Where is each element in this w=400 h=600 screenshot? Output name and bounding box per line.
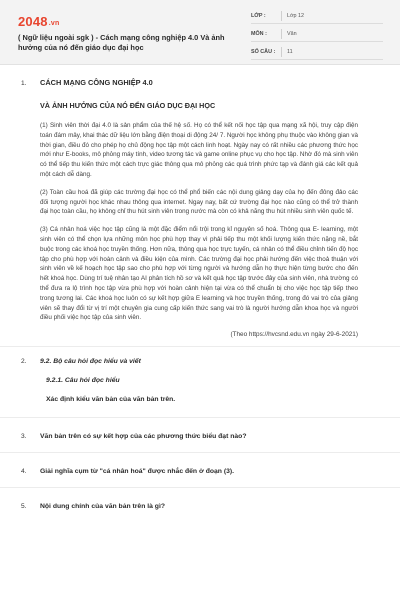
meta-row-subject	[251, 27, 383, 42]
divider	[0, 452, 400, 453]
divider	[0, 487, 400, 488]
document-title: ( Ngữ liệu ngoài sgk ) - Cách mạng công nghiệp 4.0 Và ảnh hưởng của nó đến giáo dục đại học	[18, 33, 225, 52]
logo-text: 2048	[18, 14, 48, 29]
question-item-4	[0, 468, 400, 475]
meta-label: LỚP :	[251, 13, 266, 19]
passage-paragraph-3: (3) Cá nhân hoá việc học tập cũng là một đặc điểm nổi trội trong kỉ nguyên số hoá. Thông qua E- learning, một sinh viên có thể chọn lựa những môn học phù hợp thay vì phải tiếp thu một khối lượng kiến thức nặng nề, bắt buộc trong các khoá học truyền thống. Hơn nữa, thông qua học trực tuyến, cá nhân có thể điều chỉnh tiến độ học tập cho phù hợp với hoàn cảnh và điều kiện của mình. Các trường đại học phải hướng đến việc thoả thuận với sinh viên về kế hoạch học tập sao cho phù hợp với từng người và hướng dẫn họ thực hiện từng bước cho đến hết khoá học. Dùng trí tuệ nhân tạo AI phân tích hồ sơ và kết quả học tập trước đây của sinh viên, nhà trường có thể đưa ra lộ trình học tập vừa phù hợp với hoàn cảnh hiện tại vừa có thể chuẩn bị cho việc học tập tiếp theo trong tương lai. Các khoá học luôn có sự kết hợp giữa E learning và học truyền thống, trong đó vai trò của giảng viên sẽ thay đổi từ vị trí một chuyên gia cung cấp kiến thức sang vai trò là người hướng dẫn khoa học và người điều phối việc học tập của sinh viên.	[40, 226, 358, 322]
question-text: Nội dung chính của văn bản trên là gì?	[40, 503, 165, 511]
question-number: 1.	[21, 80, 27, 87]
question-block	[40, 503, 358, 510]
question-number: 3.	[21, 433, 27, 441]
reading-passage	[40, 78, 358, 338]
spacer	[0, 338, 400, 354]
meta-value: Lớp 12	[287, 13, 305, 19]
question-item-2	[0, 358, 400, 403]
question-block	[40, 358, 358, 403]
meta-separator	[281, 11, 282, 21]
meta-row-question-count	[251, 45, 383, 60]
divider	[0, 346, 400, 347]
section-heading: 9.2. Bộ câu hỏi đọc hiểu và viết	[40, 358, 141, 366]
site-logo[interactable]	[18, 14, 59, 29]
subsection-heading: 9.2.1. Câu hỏi đọc hiểu	[46, 377, 120, 385]
passage-source: (Theo https://hvcsnd.edu.vn ngày 29-6-2021)	[230, 331, 358, 339]
question-text: Giải nghĩa cụm từ "cá nhân hoá" được nhắc đến ở đoạn (3).	[40, 468, 235, 476]
passage-paragraph-1: (1) Sinh viên thời đại 4.0 là sản phẩm của thế hệ số. Họ có thể kết nối học tập qua mạng xã hội, truy cập điện toán đám mây, khai thác dữ liệu lớn bằng điện thoại di động 24/ 7. Người học không phụ thuộc vào không gian và thời gian, điều đó cho phép họ chủ động học tập một cách linh hoạt. Ngày nay có rất nhiều các phương thức học mới như E-books, mô phỏng máy tính, video tương tác và game online phục vụ cho học tập. Nhờ đó mà sinh viên có thể tiếp thu kiến thức một cách trực giác thông qua mô phỏng các quá trình phức tạp và đánh giá các kết quả một cách dễ dàng.	[40, 122, 358, 178]
question-item-3	[0, 433, 400, 440]
passage-title: CÁCH MẠNG CÔNG NGHIỆP 4.0	[40, 78, 153, 87]
question-item-1	[0, 78, 400, 338]
question-item-5	[0, 503, 400, 510]
document-meta	[251, 9, 383, 63]
question-number: 2.	[21, 358, 27, 366]
spacer	[0, 403, 400, 427]
question-number: 4.	[21, 468, 27, 476]
meta-value: 11	[287, 49, 293, 55]
question-number: 5.	[21, 503, 27, 511]
question-text: Xác định kiểu văn bản của văn bản trên.	[46, 396, 176, 404]
meta-value: Văn	[287, 31, 297, 37]
meta-row-class	[251, 9, 383, 24]
page-header	[0, 0, 400, 65]
question-text: Văn bản trên có sự kết hợp của các phương thức biểu đạt nào?	[40, 433, 247, 441]
meta-label: MÔN :	[251, 31, 267, 37]
meta-separator	[281, 29, 282, 39]
passage-subtitle: VÀ ẢNH HƯỞNG CỦA NÓ ĐẾN GIÁO DỤC ĐẠI HỌC	[40, 101, 216, 110]
spacer	[0, 440, 400, 462]
divider	[0, 417, 400, 418]
logo-suffix: .vn	[48, 20, 60, 27]
question-list	[0, 78, 400, 510]
question-block	[40, 468, 358, 475]
question-block	[40, 433, 358, 440]
spacer	[0, 475, 400, 497]
meta-separator	[281, 47, 282, 57]
passage-paragraph-2: (2) Toàn cầu hoá đã giúp các trường đại học có thể phổ biến các nội dung giảng dạy của họ đến đông đảo các đối tượng người học khác nhau thông qua internet. Ngay nay, bất cứ trường đại học nào cũng có thể trở thành đại học toàn cầu, họ không chỉ thu hút sinh viên trong nước mà còn có khả năng thu hút nhiều sinh viên quốc tế.	[40, 188, 358, 216]
meta-label: SỐ CÂU :	[251, 49, 276, 55]
